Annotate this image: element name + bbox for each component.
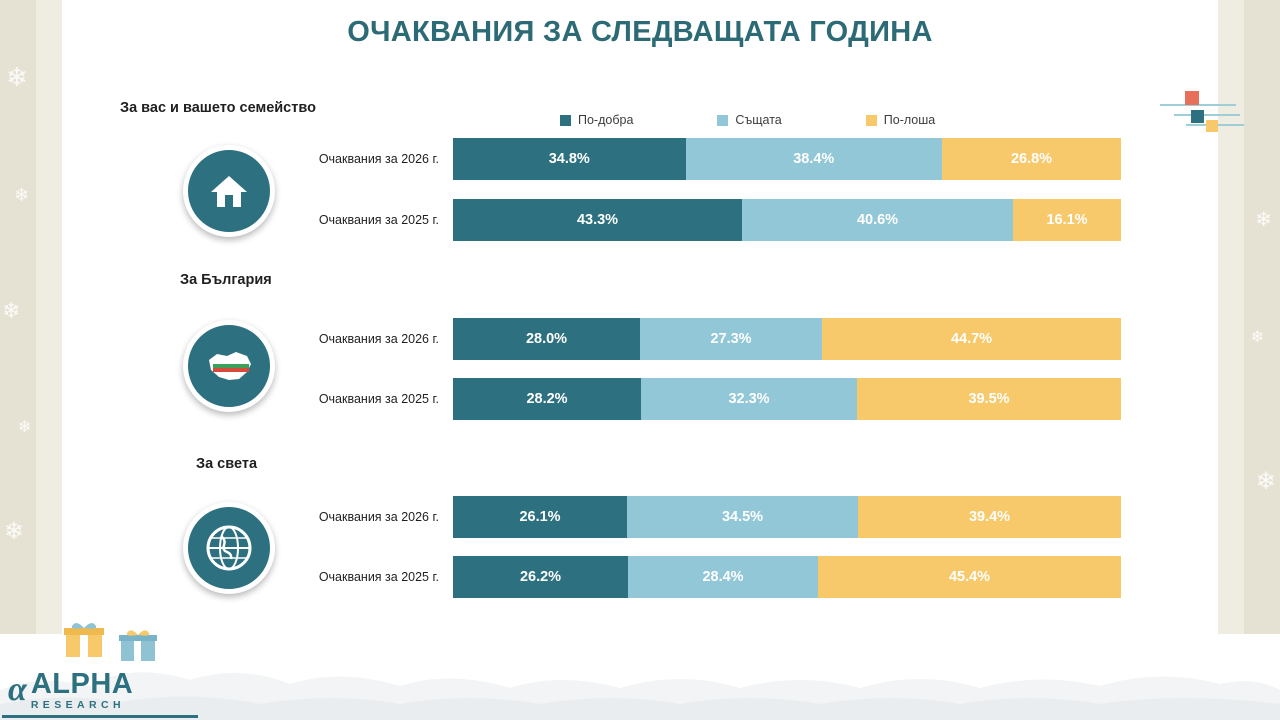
brand-subtitle: RESEARCH [30,698,125,711]
bar-segment-worse: 45.4% [818,556,1121,598]
bar-segment-better: 28.2% [453,378,641,420]
stacked-bar [453,318,1121,360]
bar-segment-worse: 26.8% [942,138,1121,180]
bar-segment-better: 43.3% [453,199,742,241]
gift-box-icon [118,627,158,668]
snowflake-icon: ❄ [1250,329,1264,346]
legend-label: Същата [735,113,782,127]
gift-box-icon [62,619,106,664]
legend-label: По-добра [578,113,634,127]
stacked-bar [453,378,1121,420]
decor-band-left-inner [36,0,62,720]
bulgaria-map-icon [183,320,275,412]
bar-segment-worse: 44.7% [822,318,1121,360]
snowflake-icon: ❄ [4,518,25,545]
snowflake-icon: ❄ [18,419,32,436]
bar-segment-same: 34.5% [627,496,858,538]
decor-band-left [0,0,36,720]
group-title-world: За света [196,456,258,472]
stacked-bar [453,556,1121,598]
snowflake-icon: ❄ [1255,468,1276,495]
table-row [313,496,1121,538]
row-label: Очаквания за 2026 г. [318,152,439,166]
house-icon [183,145,275,237]
bar-segment-same: 40.6% [742,199,1013,241]
decor-square-teal [1191,110,1204,123]
group-title-family: За вас и вашето семейство [120,100,316,116]
bar-segment-same: 28.4% [628,556,818,598]
stacked-bar [453,496,1121,538]
brand-logo-text [30,667,134,711]
row-label: Очаквания за 2025 г. [318,570,439,584]
decor-band-right [1244,0,1280,720]
bar-segment-worse: 39.4% [858,496,1121,538]
table-row [313,318,1121,360]
decor-line [1174,114,1240,116]
chart-legend [560,113,935,127]
group-title-bulgaria: За България [180,272,272,288]
brand-logo [8,666,200,714]
table-row [313,199,1121,241]
globe-icon [183,502,275,594]
bar-segment-same: 38.4% [686,138,943,180]
bar-segment-better: 34.8% [453,138,686,180]
legend-item-better [560,113,633,127]
table-row [313,138,1121,180]
bar-segment-better: 26.1% [453,496,627,538]
snowflake-icon: ❄ [2,298,21,323]
row-label: Очаквания за 2026 г. [318,510,439,524]
legend-swatch-icon [717,115,728,126]
stacked-bar [453,138,1121,180]
brand-name: ALPHA [30,667,134,700]
alpha-symbol-icon: α [8,671,27,708]
bar-segment-better: 26.2% [453,556,628,598]
decor-square-yellow [1206,120,1218,132]
bar-segment-better: 28.0% [453,318,640,360]
decor-band-right-inner [1218,0,1244,720]
row-label: Очаквания за 2026 г. [318,332,439,346]
table-row [313,556,1121,598]
bar-segment-worse: 39.5% [857,378,1121,420]
snowflake-icon: ❄ [14,185,30,205]
legend-swatch-icon [866,115,877,126]
page-title: ОЧАКВАНИЯ ЗА СЛЕДВАЩАТА ГОДИНА [347,16,933,48]
legend-swatch-icon [560,115,571,126]
bar-segment-same: 32.3% [641,378,857,420]
snowflake-icon: ❄ [1255,209,1272,231]
row-label: Очаквания за 2025 г. [318,392,439,406]
bar-segment-worse: 16.1% [1013,199,1121,241]
legend-label: По-лоша [883,113,936,127]
legend-item-worse [866,113,935,127]
snowflake-icon: ❄ [6,62,28,92]
bar-segment-same: 27.3% [640,318,822,360]
decor-square-orange [1185,91,1199,105]
legend-item-same [717,113,781,127]
row-label: Очаквания за 2025 г. [318,213,439,227]
brand-logo-underline [2,715,198,718]
table-row [313,378,1121,420]
stacked-bar [453,199,1121,241]
